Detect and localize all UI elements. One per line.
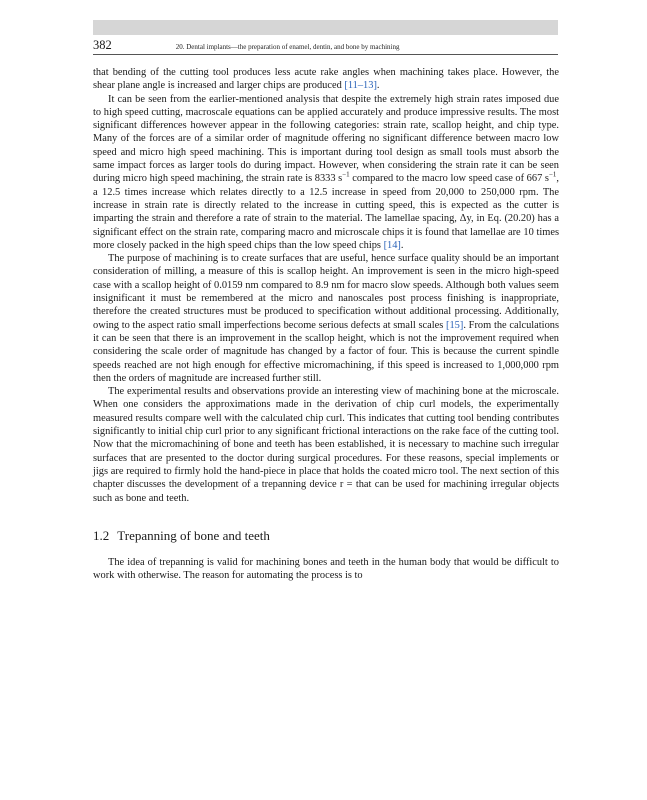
text-run: . — [376, 80, 380, 92]
citation-link[interactable]: [15] — [446, 319, 464, 331]
page-number: 382 — [93, 38, 112, 52]
paragraph-strain-rate — [93, 93, 559, 253]
text-run: The purpose of machining is to create surfaces that are useful, hence surface quality should be an important consideration of milling, a measure of this is scallop height. An improvement is seen in the micro high-speed case with a scallop height of 0.0159 nm compared to 8.9 nm for macro slow speeds. Although both values seem insignificant it must be remembered at the micro and nanoscales post process finishing is inappropriate, therefore the created structures must be produced to specification without additional processing. Additionally, owing to the aspect ratio small imperfections become serious defects at small scales — [93, 253, 559, 331]
section-number: 1.2 — [93, 527, 110, 543]
text-run: that bending of the cutting tool produces less acute rake angles when machining takes place. However, the shear plane angle is increased and larger chips are produced — [93, 67, 559, 92]
section-heading — [93, 528, 559, 544]
paragraph-scallop-height — [93, 252, 559, 385]
text-run: It can be seen from the earlier-mentioned analysis that despite the extremely high strain rates imposed due to high speed cutting, macroscale equations can be applied accurately and produce impressive results. The most significant differences however appear in the following categories: strain rate, scallop height, and chip type. Many of the forces are of a similar order of magnitude offering no significant difference between macro low speed and micro high speed machining. This is important during tool design as small tools must absorb the same impact forces as larger tools do during impact. However, when considering the strain rate it can be seen during micro high speed machining, the strain rate is 8333 s — [93, 93, 559, 185]
running-title: 20. Dental implants—the preparation of enamel, dentin, and bone by machining — [175, 43, 400, 51]
text-run: , a 12.5 times increase which relates directly to a 12.5 increase in speed from 20,000 to 250,000 rpm. The increase in strain rate is directly related to the increase in cutting speed, this is expected as the cutter is imparting the strain and therefore a rate of strain to the material. The lamellae spacing, Δy, in Eq. (20.20) has a significant effect on the strain rate, comparing macro and microscale chips it is found that lamellae are 10 times more closely packed in the high speed chips than the low speed chips — [93, 173, 559, 251]
citation-link[interactable]: [11–13] — [344, 80, 377, 92]
citation-link[interactable]: [14] — [383, 239, 401, 251]
section-title: Trepanning of bone and teeth — [117, 527, 270, 543]
body-text — [93, 66, 559, 582]
header-rule — [93, 54, 558, 55]
paragraph-continuation — [93, 66, 559, 93]
text-run: . — [400, 239, 404, 251]
superscript: −1 — [342, 170, 350, 179]
text-run: The idea of trepanning is valid for machining bones and teeth in the human body that would be difficult to work with otherwise. The reason for automating the process is to — [93, 556, 559, 582]
header-bar — [93, 20, 558, 35]
text-run: . From the calculations it can be seen that there is an improvement in the scallop height, which is not the improvement required when considering the scale order of magnitude has changed by a factor of four. This is because the current spindle speeds reached are not high enough for effective micromachining, if this speed is increased to 1,000,000 rpm then the orders of magnitude are increased further still. — [93, 319, 559, 384]
paragraph-experimental-results — [93, 385, 559, 505]
text-run: The experimental results and observations provide an interesting view of machining bone at the microscale. When one considers the approximations made in the derivation of chip curl models, the experimentally measured results compare well with the calculated chip curl. This indicates that cutting tool bending contributes significantly to initial chip curl prior to any significant frictional interactions on the rake face of the cutting tool. Now that the micromachining of bone and teeth has been established, it is necessary to machine such irregular surfaces that are presented to the doctor during surgical procedures. For these reasons, special implements or jigs are required to firmly hold the hand-piece in place that holds the coated micro tool. The next section of this chapter discusses the development of a trepanning device r = that can be used for machining irregular objects such as bone and teeth. — [93, 386, 559, 504]
running-head — [93, 38, 558, 53]
text-run: compared to the macro low speed case of 667 s — [349, 173, 549, 185]
paragraph-trepanning-intro — [93, 556, 559, 583]
superscript: −1 — [548, 170, 557, 179]
